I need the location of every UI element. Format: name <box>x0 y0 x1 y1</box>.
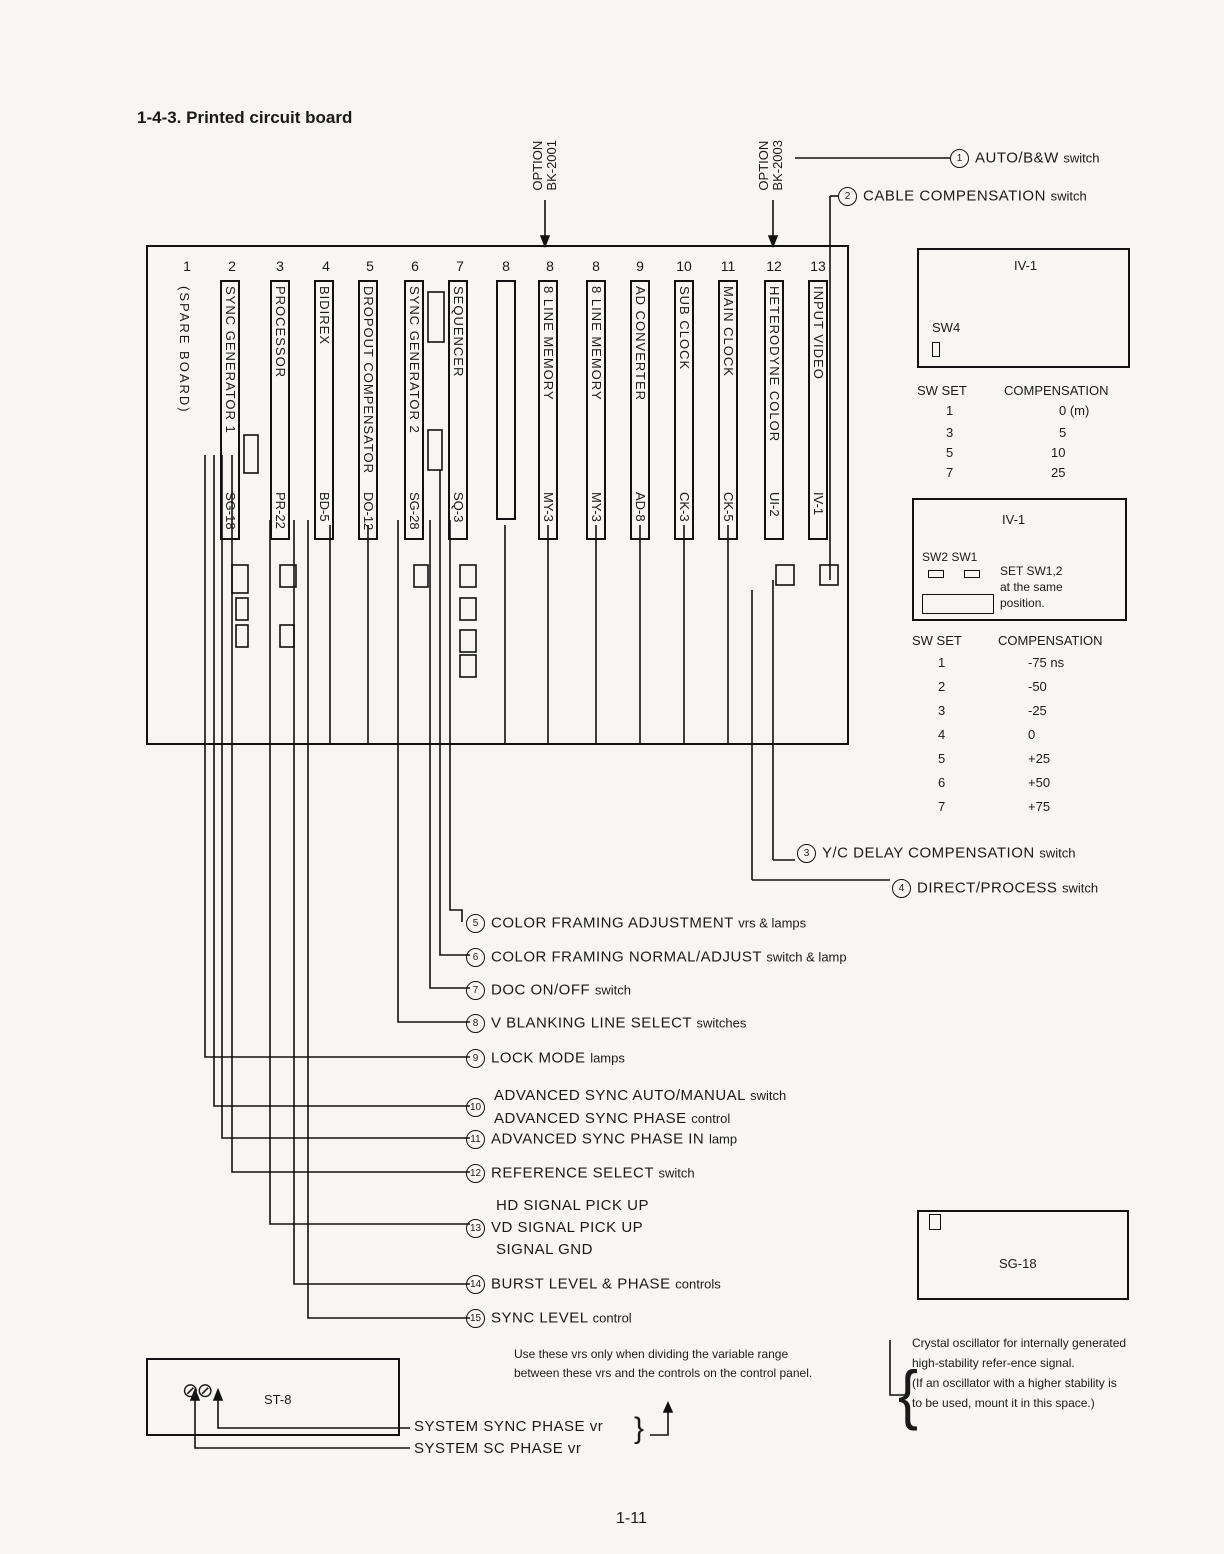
brace-icon: } <box>634 1412 645 1445</box>
table-header: SW SET <box>912 633 962 648</box>
card-code: CK-3 <box>677 492 692 522</box>
sg18-label: SG-18 <box>999 1256 1037 1271</box>
card-code: BD-5 <box>317 492 332 522</box>
card-code: SG-18 <box>223 492 238 530</box>
callout-8: 8 V BLANKING LINE SELECT switches <box>466 1014 746 1033</box>
table-cell: 3 <box>946 425 954 440</box>
callout-3: 3 Y/C DELAY COMPENSATION switch <box>797 844 1076 863</box>
table-cell: 0 <box>1028 727 1036 742</box>
table-cell: -50 <box>1028 679 1047 694</box>
card-code: UI-2 <box>767 492 782 517</box>
table-cell: 10 <box>1051 445 1066 460</box>
card-name: MAIN CLOCK <box>721 286 736 377</box>
callout-15: 15 SYNC LEVEL control <box>466 1309 632 1328</box>
slot-number: 2 <box>228 258 236 274</box>
sw1-sw2-compensation-table <box>912 633 1127 823</box>
table-cell: +75 <box>1028 799 1051 814</box>
table-cell: 5 <box>938 751 946 766</box>
table-cell: 7 <box>946 465 954 480</box>
card-code: MY-3 <box>541 492 556 522</box>
system-sc-phase-label: SYSTEM SC PHASE vr <box>414 1440 582 1457</box>
st8-label: ST-8 <box>264 1392 292 1407</box>
table-cell: 7 <box>938 799 946 814</box>
callout-9: 9 LOCK MODE lamps <box>466 1049 625 1068</box>
slot-number: 6 <box>411 258 419 274</box>
card-name: SYNC GENERATOR 2 <box>407 286 422 434</box>
table-header: COMPENSATION <box>1004 383 1109 398</box>
slot-number: 8 <box>502 258 510 274</box>
table-cell: 4 <box>938 727 946 742</box>
callout-6: 6 COLOR FRAMING NORMAL/ADJUST switch & lamp <box>466 948 847 967</box>
callout-12: 12 REFERENCE SELECT switch <box>466 1164 695 1183</box>
table-header: SW SET <box>917 383 967 398</box>
crystal-note-text-2: (If an oscillator with a higher stability is to be used, mount it in this space.) <box>912 1376 1117 1410</box>
slot-number: 1 <box>183 258 191 274</box>
callout-14: 14 BURST LEVEL & PHASE controls <box>466 1275 721 1294</box>
table-cell: +25 <box>1028 751 1051 766</box>
card-code: AD-8 <box>633 492 648 522</box>
iv1-sw4-box <box>917 248 1130 368</box>
slot-number: 9 <box>636 258 644 274</box>
table-cell: 5 <box>1059 425 1067 440</box>
slot-number: 3 <box>276 258 284 274</box>
set-sw-note: SET SW1,2 at the same position. <box>1000 564 1063 610</box>
iv1-sw1-sw2-box <box>912 498 1127 621</box>
card-code: SQ-3 <box>451 492 466 523</box>
phase-vr-knobs-icon: ⊘⊘ <box>182 1380 212 1402</box>
section-title: 1-4-3. Printed circuit board <box>137 108 353 127</box>
callout-10: 10 ADVANCED SYNC AUTO/MANUAL switch ADVANCED SYNC PHASE control <box>466 1084 786 1130</box>
sg18-board-box <box>917 1210 1129 1300</box>
card-name: INPUT VIDEO <box>811 286 826 380</box>
card-name: SUB CLOCK <box>677 286 692 371</box>
sw4-switch-icon <box>932 342 940 357</box>
sw1-switch-icon <box>964 570 980 578</box>
table-cell: 25 <box>1051 465 1066 480</box>
table-cell: 1 <box>938 655 946 670</box>
card-name: BIDIREX <box>317 286 332 346</box>
callout-2: 2 CABLE COMPENSATION switch <box>838 187 1087 206</box>
table-cell: 6 <box>938 775 946 790</box>
card-name: AD CONVERTER <box>633 286 648 402</box>
st8-board-box <box>146 1358 400 1436</box>
callout-7: 7 DOC ON/OFF switch <box>466 981 631 1000</box>
slot-number: 12 <box>766 258 782 274</box>
card-code: PR-22 <box>273 492 288 529</box>
card-code: IV-1 <box>811 492 826 516</box>
iv1-title: IV-1 <box>1014 258 1038 273</box>
sw4-compensation-table <box>917 383 1132 483</box>
option-bk-2003-label: OPTION BK-2003 <box>756 140 785 191</box>
sw2-switch-icon <box>928 570 944 578</box>
card-name: PROCESSOR <box>273 286 288 379</box>
slot-number: 11 <box>720 258 736 274</box>
slot-number: 8 <box>546 258 554 274</box>
card-name: DROPOUT COMPENSATOR <box>361 286 376 475</box>
option-bk-2001-label: OPTION BK-2001 <box>530 140 559 191</box>
callout-5: 5 COLOR FRAMING ADJUSTMENT vrs & lamps <box>466 914 806 933</box>
crystal-oscillator-note <box>912 1333 1127 1413</box>
table-cell: -75 ns <box>1028 655 1065 670</box>
callout-4: 4 DIRECT/PROCESS switch <box>892 879 1098 898</box>
slot-number: 10 <box>676 258 692 274</box>
callout-11: 11 ADVANCED SYNC PHASE IN lamp <box>466 1130 737 1149</box>
page-number: 1-11 <box>616 1510 647 1527</box>
table-cell: +50 <box>1028 775 1051 790</box>
table-cell: 3 <box>938 703 946 718</box>
board-component-outline <box>922 594 994 614</box>
slot-number: 7 <box>456 258 464 274</box>
system-sync-phase-label: SYSTEM SYNC PHASE vr <box>414 1418 604 1435</box>
spare-board-label: (SPARE BOARD) <box>177 286 192 414</box>
card-name: SYNC GENERATOR 1 <box>223 286 238 434</box>
card-code: SG-28 <box>407 492 422 530</box>
use-vrs-note: Use these vrs only when dividing the variable range between these vrs and the controls on the control panel. <box>514 1347 813 1380</box>
slot-number: 4 <box>322 258 330 274</box>
slot-number: 13 <box>810 258 826 274</box>
table-cell: 5 <box>946 445 954 460</box>
card-name: 8 LINE MEMORY <box>589 286 604 401</box>
card-name: 8 LINE MEMORY <box>541 286 556 401</box>
table-cell: 0 (m) <box>1059 403 1090 418</box>
callout-13: HD SIGNAL PICK UP 13 VD SIGNAL PICK UP SIGNAL GND <box>466 1195 649 1261</box>
brace-icon: { <box>898 1357 919 1432</box>
sw4-label: SW4 <box>932 320 961 335</box>
crystal-note-text: Crystal oscillator for internally generated high-stability refer-ence signal. <box>912 1336 1127 1370</box>
card-name: SEQUENCER <box>451 286 466 378</box>
iv1-title: IV-1 <box>1002 512 1026 527</box>
sw2-sw1-label: SW2 SW1 <box>922 550 978 564</box>
slot-number: 5 <box>366 258 374 274</box>
card-code: MY-3 <box>589 492 604 522</box>
card-code: CK-5 <box>721 492 736 522</box>
card-code: DO-12 <box>361 492 376 531</box>
slot-number: 8 <box>592 258 600 274</box>
table-cell: 1 <box>946 403 954 418</box>
table-cell: 2 <box>938 679 946 694</box>
table-header: COMPENSATION <box>998 633 1103 648</box>
callout-1: 1 AUTO/B&W switch <box>950 149 1100 168</box>
card-name: HETERODYNE COLOR <box>767 286 782 443</box>
table-cell: -25 <box>1028 703 1047 718</box>
crystal-socket-icon <box>929 1214 941 1230</box>
